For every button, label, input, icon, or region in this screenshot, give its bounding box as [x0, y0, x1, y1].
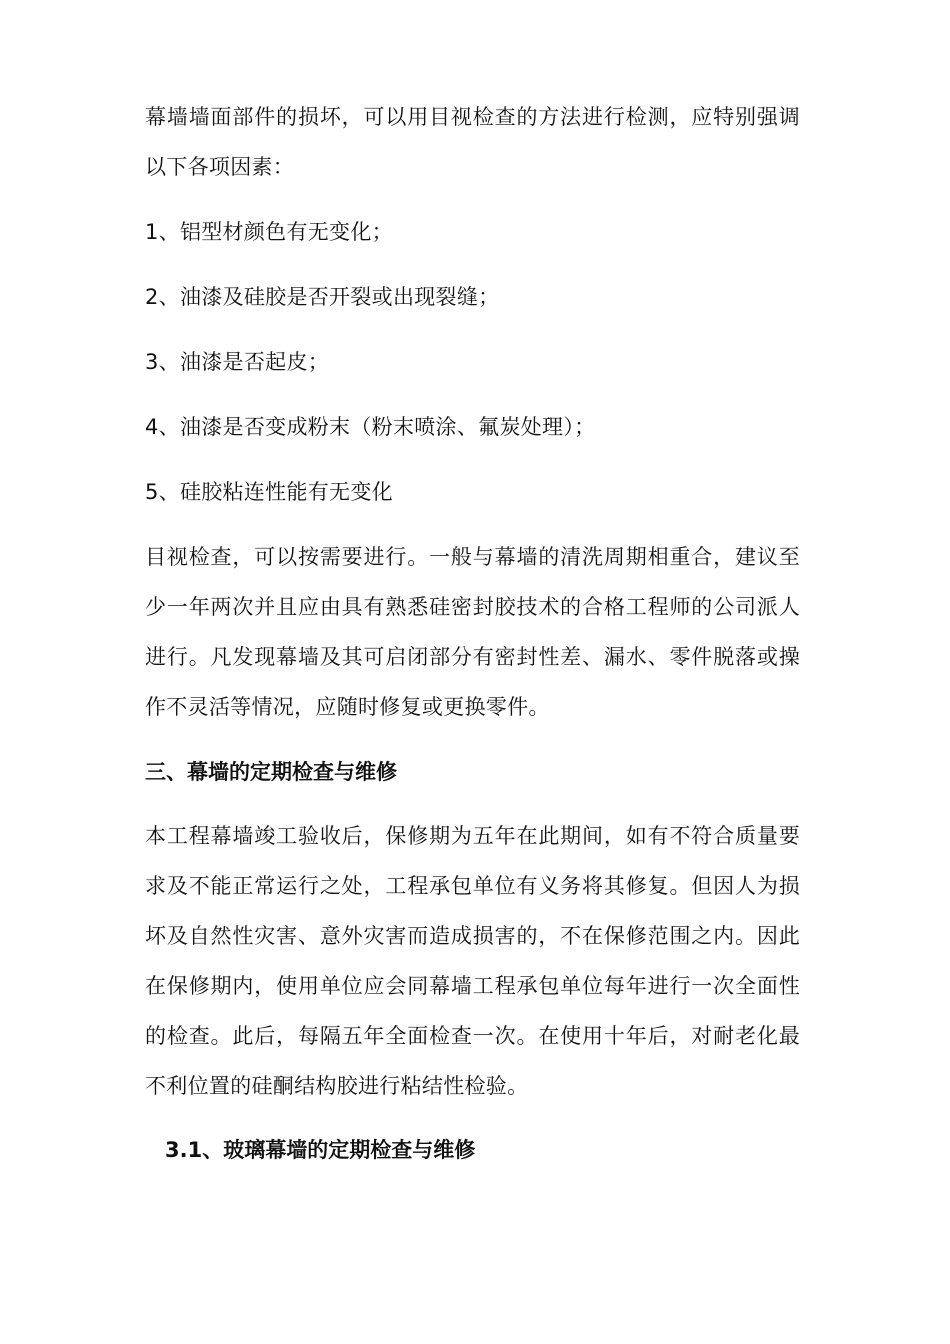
list-item-3: 3、油漆是否起皮；	[145, 350, 330, 374]
section-3-1-heading: 3.1、玻璃幕墙的定期检查与维修	[165, 1138, 476, 1162]
section-3-paragraph: 本工程幕墙竣工验收后，保修期为五年在此期间，如有不符合质量要求及不能正常运行之处，工程承包单位有义务将其修复。但因人为损坏及自然性灾害、意外灾害而造成损害的，不在保修范围之内。因此在保修期内，使用单位应会同幕墙工程承包单位每年进行一次全面性的检查。此后，每隔五年全面检查一次。在使用十年后，对耐老化最不利位置的硅酮结构胶进行粘结性检验。	[145, 824, 800, 1098]
intro-paragraph: 幕墙墙面部件的损坏，可以用目视检查的方法进行检测，应特别强调以下各项因素：	[145, 105, 800, 179]
list-item-4: 4、油漆是否变成粉末（粉末喷涂、氟炭处理）；	[145, 415, 596, 439]
section-3-heading: 三、幕墙的定期检查与维修	[145, 760, 397, 784]
list-item-1: 1、铝型材颜色有无变化；	[145, 220, 393, 244]
list-item-5: 5、硅胶粘连性能有无变化	[145, 480, 393, 504]
visual-check-paragraph: 目视检查，可以按需要进行。一般与幕墙的清洗周期相重合，建议至少一年两次并且应由具有熟悉硅密封胶技术的合格工程师的公司派人进行。凡发现幕墙及其可启闭部分有密封性差、漏水、零件脱落或操作不灵活等情况，应随时修复或更换零件。	[145, 545, 800, 719]
list-item-2: 2、油漆及硅胶是否开裂或出现裂缝；	[145, 285, 500, 309]
